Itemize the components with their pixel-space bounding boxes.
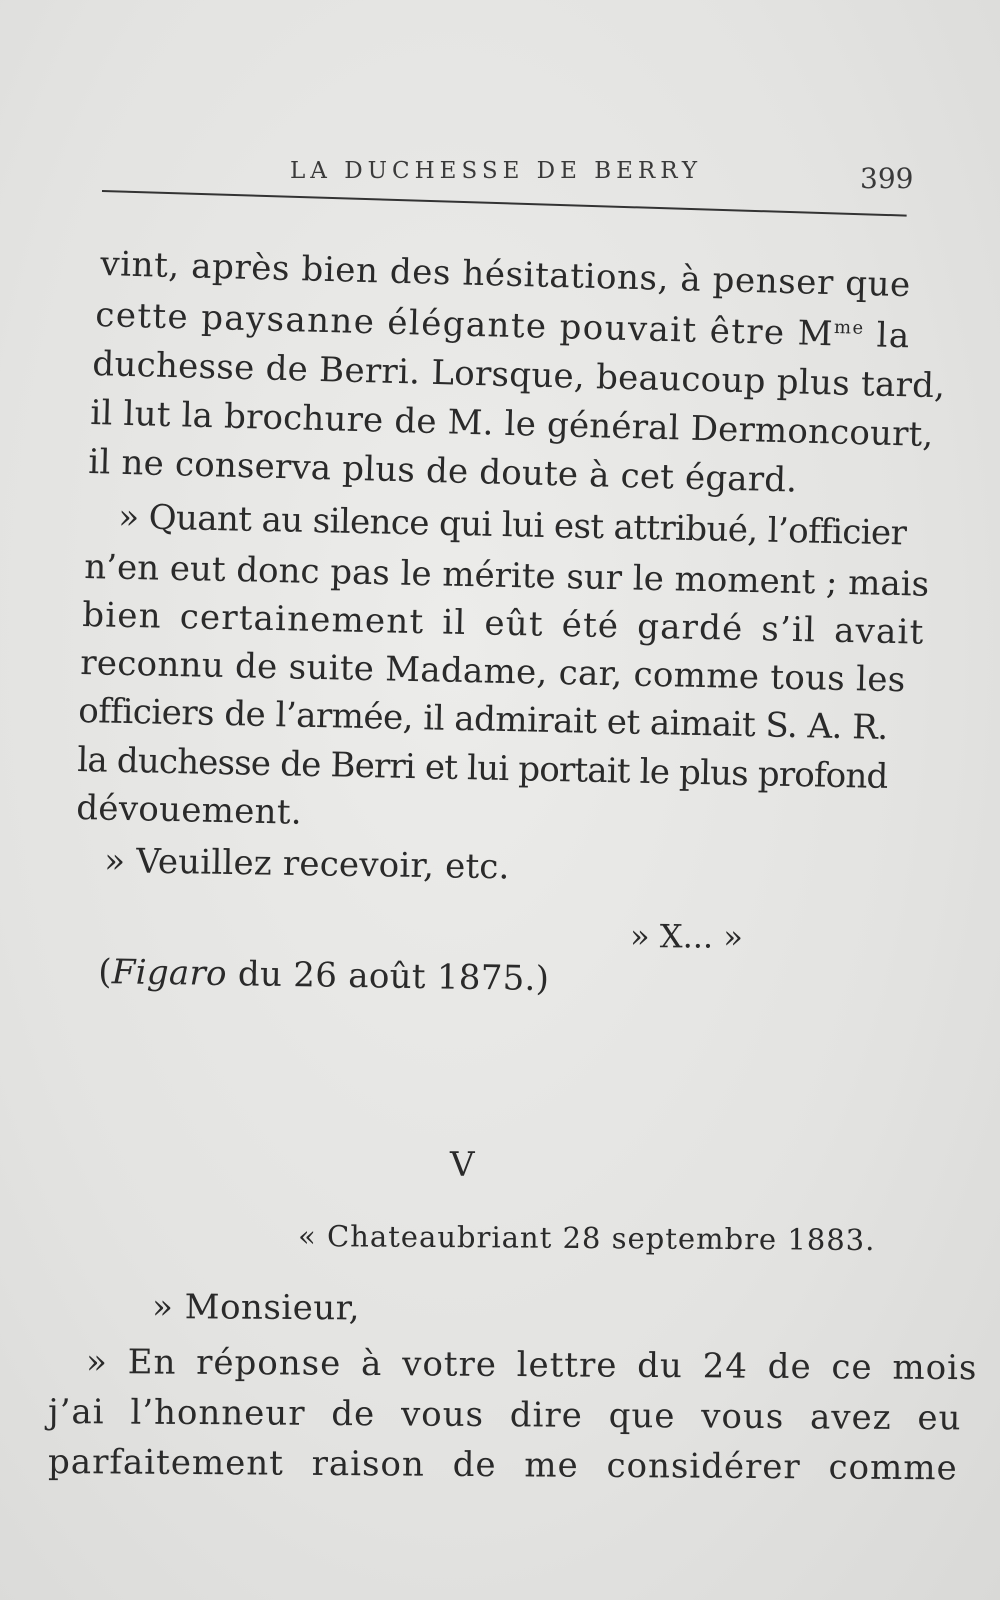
text-line-2-main: cette paysanne élégante pouvait être M	[94, 295, 835, 355]
letter-line-3: parfaitement raison de me considérer comme	[47, 1442, 958, 1489]
signature: » X... »	[629, 917, 744, 956]
text-line-5: il ne conserva plus de doute à cet égard.	[87, 442, 798, 501]
text-line-7: n’en eut donc pas le mérite sur le moment ; mais	[83, 547, 930, 605]
letter-dateline: « Chateaubriant 28 septembre 1883.	[297, 1219, 876, 1258]
text-line-3: duchesse de Berri. Lorsque, beaucoup plus tard,	[91, 344, 946, 407]
text-line-6: » Quant au silence qui lui est attribué, l’officier	[117, 497, 907, 554]
text-line-1: vint, après bien des hésitations, à penser que	[99, 244, 912, 306]
text-line-10: officiers de l’armée, il admirait et aimait S. A. R.	[77, 691, 889, 748]
text-line-4: il lut la brochure de M. le général Dermoncourt,	[89, 393, 934, 456]
source-date: du 26 août 1875.)	[226, 954, 550, 1000]
text-line-9: reconnu de suite Madame, car, comme tous les	[79, 643, 906, 701]
section-number: V	[450, 1145, 475, 1185]
text-line-8: bien certainement il eût été gardé s’il avait	[81, 595, 925, 653]
text-line-2-superscript: me	[833, 317, 865, 339]
source-citation	[97, 952, 550, 1000]
running-title: LA DUCHESSE DE BERRY	[290, 158, 703, 184]
source-open-paren: (	[97, 952, 113, 993]
letter-line-2: j’ai l’honneur de vous dire que vous avez eu	[47, 1392, 962, 1439]
letter-line-1: » En réponse à votre lettre du 24 de ce mois	[85, 1342, 978, 1389]
letter-salutation: » Monsieur,	[151, 1287, 361, 1329]
source-journal: Figaro	[111, 952, 228, 995]
page-number: 399	[860, 162, 914, 195]
text-line-2	[94, 295, 912, 357]
text-line-11: la duchesse de Berri et lui portait le plus profond	[76, 740, 888, 797]
text-line-13: » Veuillez recevoir, etc.	[103, 841, 510, 888]
text-line-2-end: la	[863, 315, 912, 357]
header-rule	[102, 190, 907, 217]
text-line-12: dévouement.	[75, 788, 303, 833]
